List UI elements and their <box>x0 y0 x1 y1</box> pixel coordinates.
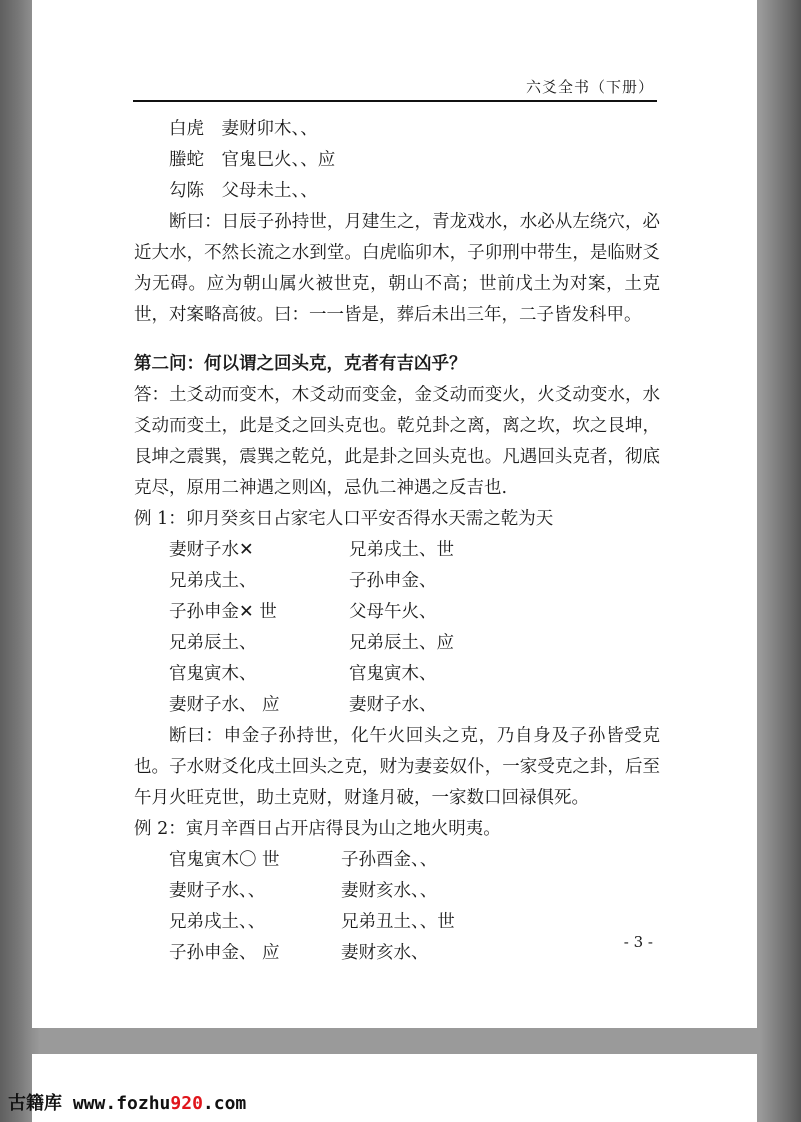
answer-paragraph: 答：土爻动而变木，木爻动而变金，金爻动而变火，火爻动变水，水爻动而变土，此是爻之回头克也。乾兑卦之离，离之坎，坎之艮坤，艮坤之震巽，震巽之乾兑，此是卦之回头克也。凡遇回头克者，彻底克尽，原用二神遇之则凶，忌仇二神遇之反吉也. <box>134 385 660 498</box>
book-page <box>32 0 757 1028</box>
watermark-url: www.fozhu920.com <box>72 1093 247 1114</box>
judgment-paragraph: 断曰：日辰子孙持世，月建生之，青龙戏水，水必从左绕穴，必近大水，不然长流之水到堂。白虎临卯木，子卯刑中带生，是临财爻为无碍。应为朝山属火被世克，朝山不高；世前戊土为对案，土克世，对案略高彼。曰：一一皆是，葬后未出三年，二子皆发科甲。 <box>134 212 660 325</box>
header-rule <box>133 100 657 102</box>
hexagram-row: 兄弟辰土、 兄弟辰土、应 <box>169 633 454 653</box>
example-title: 例 1：卯月癸亥日占家宅人口平安否得水天需之乾为天 <box>134 509 554 529</box>
hexagram-row: 妻财子水、、 妻财亥水、、 <box>169 881 438 901</box>
hexagram-line: 勾陈 父母未土、、 <box>169 181 318 201</box>
hexagram-row: 官鬼寅木〇 世 子孙酉金、、 <box>169 850 438 870</box>
question-heading: 第二问：何以谓之回头克，克者有吉凶乎？ <box>134 354 467 374</box>
hexagram-row: 兄弟戌土、 子孙申金、 <box>169 571 437 591</box>
hexagram-line: 螣蛇 官鬼巳火、、应 <box>169 150 336 170</box>
watermark-site-name: 古籍库 <box>8 1093 62 1114</box>
hexagram-row: 妻财子水✕ 兄弟戌土、世 <box>169 540 454 560</box>
hexagram-row: 妻财子水、 应 妻财子水、 <box>169 695 437 715</box>
running-title: 六爻全书（下册） <box>525 78 654 96</box>
example-title: 例 2：寅月辛酉日占开店得艮为山之地火明夷。 <box>134 819 501 839</box>
hexagram-row: 子孙申金、 应 妻财亥水、 <box>169 943 429 963</box>
hexagram-row: 兄弟戌土、、 兄弟丑土、、世 <box>169 912 455 932</box>
hexagram-line: 白虎 妻财卯木、、 <box>169 119 318 139</box>
page-number: - 3 - <box>623 933 653 951</box>
judgment-paragraph: 断曰：申金子孙持世，化午火回头之克，乃自身及子孙皆受克也。子水财爻化戌土回头之克，财为妻妾奴仆，一家受克之卦，后至午月火旺克世，助土克财，财逢月破，一家数口回禄俱死。 <box>134 726 660 808</box>
site-watermark <box>8 1089 246 1115</box>
hexagram-row: 官鬼寅木、 官鬼寅木、 <box>169 664 437 684</box>
hexagram-row: 子孙申金✕ 世 父母午火、 <box>169 602 437 622</box>
page-content <box>134 114 660 969</box>
